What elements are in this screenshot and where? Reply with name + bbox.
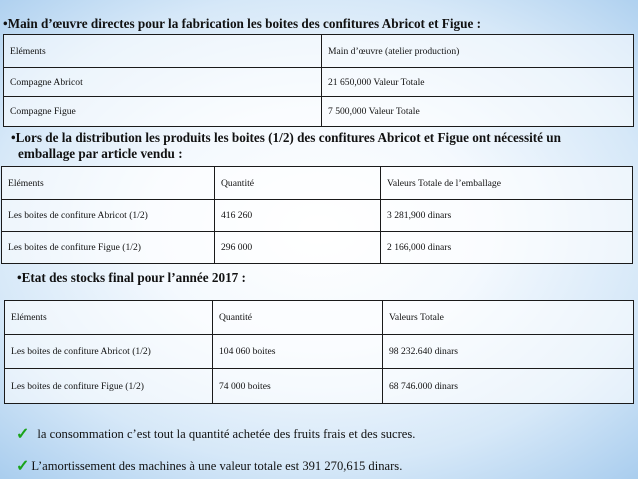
check-icon: ✓ [16,426,30,443]
table-cell: Valeurs Totale de l’emballage [381,167,633,200]
section3-heading: •Etat des stocks final pour l’année 2017 : [17,270,246,285]
table-cell: Quantité [213,301,383,335]
table-cell: Eléments [2,167,215,200]
note-depreciation [16,456,402,476]
table-cell: 68 746.000 dinars [383,369,634,404]
note-text: L’amortissement des machines à une valeur totale est 391 270,615 dinars. [31,458,403,473]
table-cell: Eléments [5,301,213,335]
table-cell: 74 000 boites [213,369,383,404]
note-consumption [16,424,415,444]
table-cell: 21 650,000 Valeur Totale [322,68,634,97]
table-cell: Valeurs Totale [383,301,634,335]
table-row [2,167,633,200]
table-row [5,301,634,335]
section2-heading [11,130,561,162]
table-cell: 104 060 boites [213,335,383,369]
table-row [5,335,634,369]
table-cell: 98 232.640 dinars [383,335,634,369]
table-cell: Compagne Abricot [4,68,322,97]
table-cell: Main d’œuvre (atelier production) [322,35,634,68]
table-cell: Les boites de confiture Abricot (1/2) [2,200,215,232]
table-row [2,200,633,232]
section2-heading-line2: emballage par article vendu : [18,146,183,161]
table-cell: Quantité [215,167,381,200]
table-cell: 2 166,000 dinars [381,232,633,264]
table-row [4,35,634,68]
table-row [2,232,633,264]
table-cell: 296 000 [215,232,381,264]
table-row [4,68,634,97]
table-row [4,97,634,127]
packaging-table [1,166,633,264]
table-cell: 3 281,900 dinars [381,200,633,232]
stock-table [4,300,634,404]
check-icon: ✓ [16,458,30,475]
section1-heading: •Main d’œuvre directes pour la fabrication les boites des confitures Abricot et Figue : [3,16,481,31]
table-cell: Compagne Figue [4,97,322,127]
table-cell: 7 500,000 Valeur Totale [322,97,634,127]
table-cell: Les boites de confiture Figue (1/2) [2,232,215,264]
table-cell: Eléments [4,35,322,68]
table-row [5,369,634,404]
table-cell: Les boites de confiture Figue (1/2) [5,369,213,404]
table-cell: Les boites de confiture Abricot (1/2) [5,335,213,369]
table-cell: 416 260 [215,200,381,232]
note-text: la consommation c’est tout la quantité achetée des fruits frais et des sucres. [37,426,416,441]
labor-table [3,34,634,127]
section2-heading-line1: •Lors de la distribution les produits les boites (1/2) des confitures Abricot et Figue ont nécessité un [11,130,561,145]
